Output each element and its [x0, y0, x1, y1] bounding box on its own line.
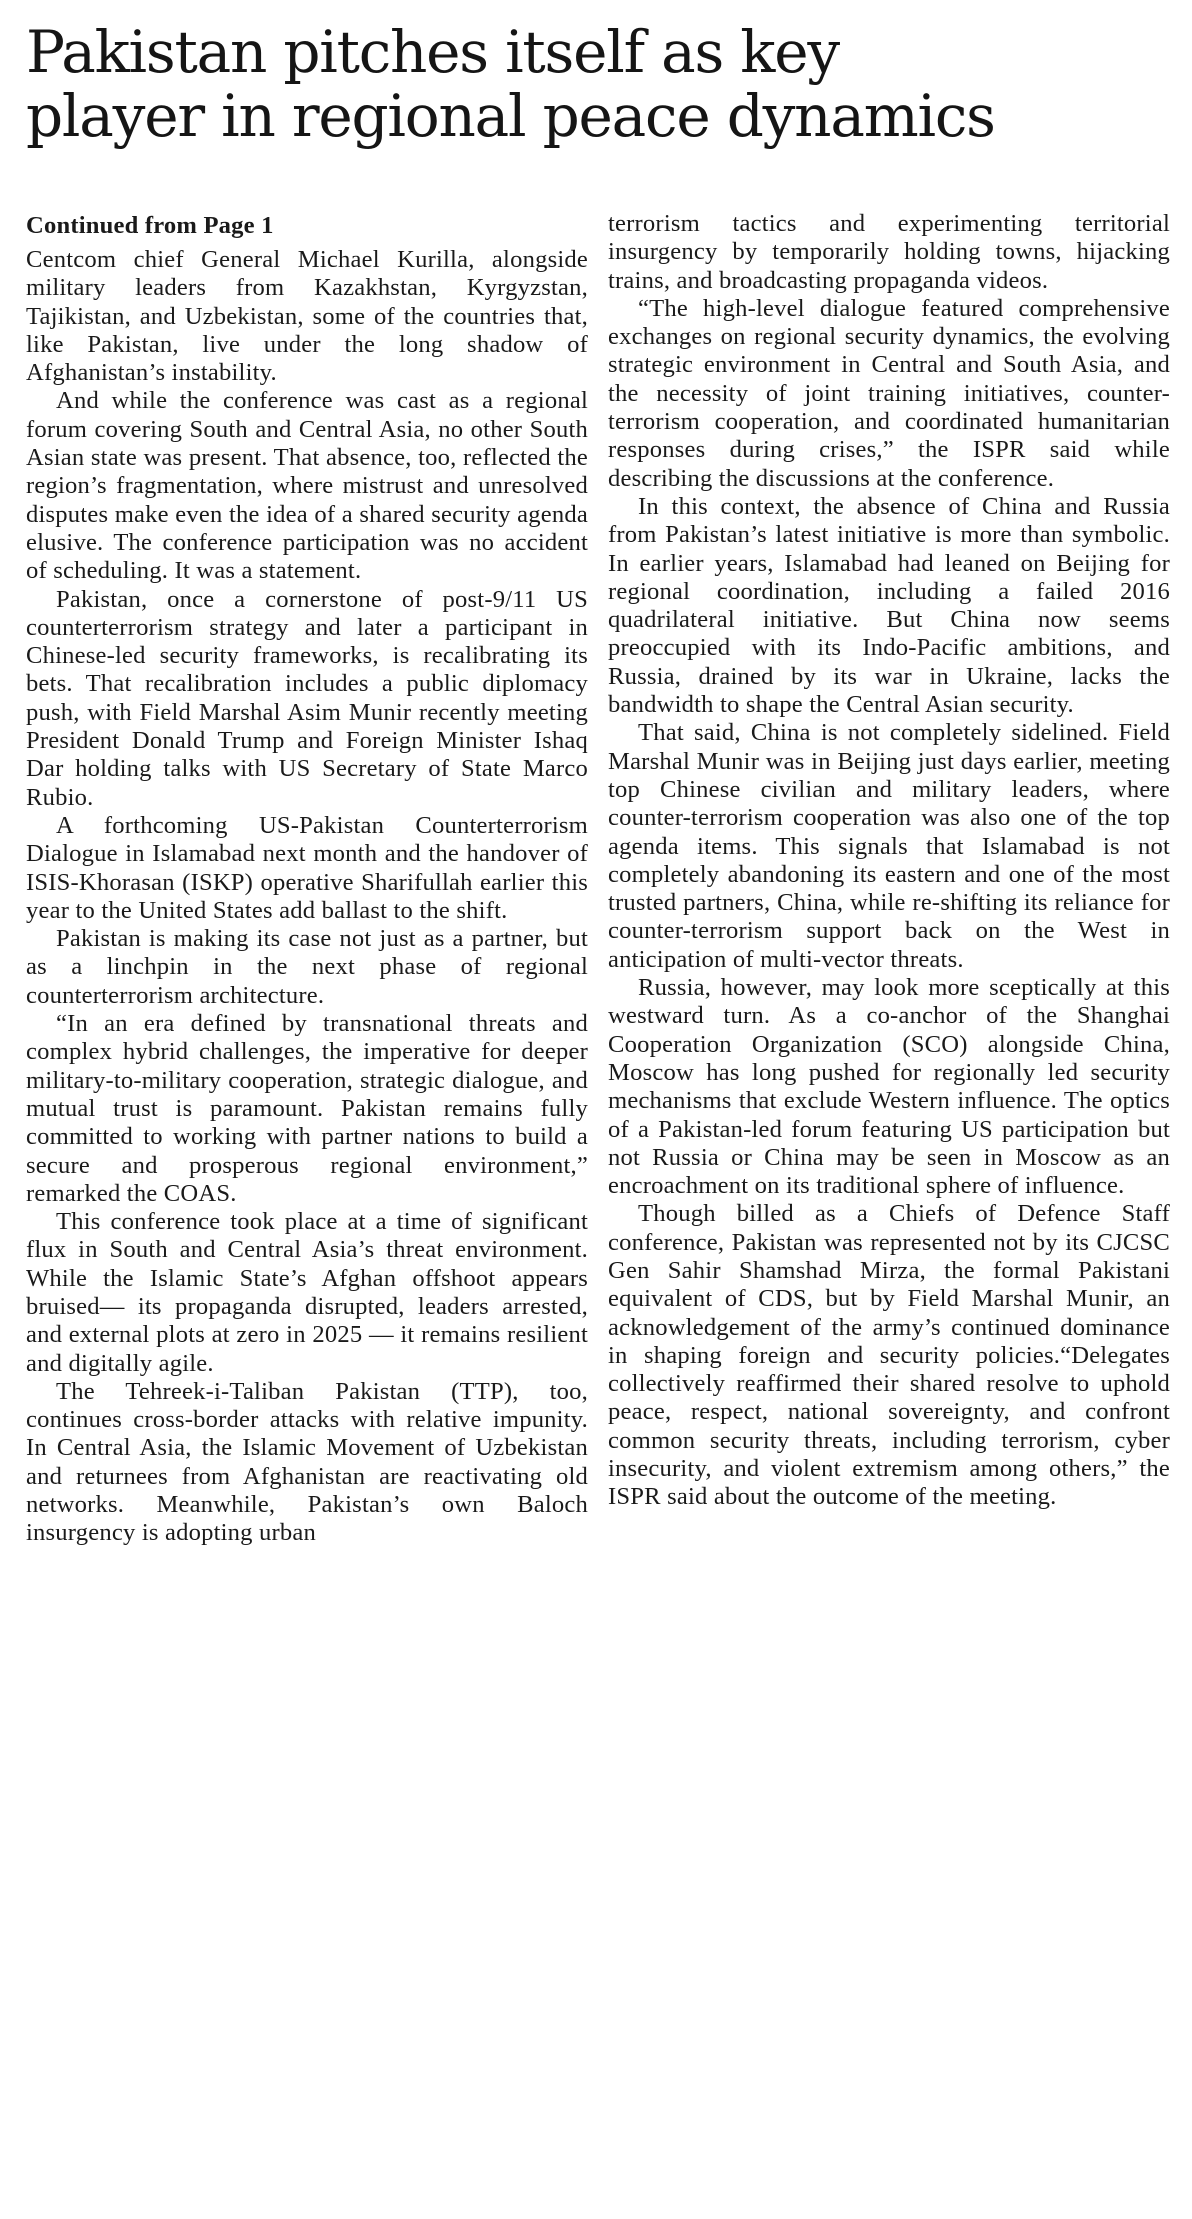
- paragraph: “In an era defined by transnational threats and complex hybrid challenges, the imperative for deeper military-to-military cooperation, strategic dialogue, and mutual trust is paramount. Pakistan remains fully committed to working with partner nations to build a secure and prosperous regional environment,” remarked the COAS.: [26, 1010, 588, 1207]
- paragraph: A forthcoming US-Pakistan Counterterrorism Dialogue in Islamabad next month and the handover of ISIS-Khorasan (ISKP) operative Sharifullah earlier this year to the United States add ballast to the shift.: [26, 811, 588, 924]
- paragraph: This conference took place at a time of significant flux in South and Central Asia’s threat environment. While the Islamic State’s Afghan offshoot appears bruised— its propaganda disrupted, leaders arrested, and external plots at zero in 2025 — it remains resilient and digitally agile.: [26, 1208, 588, 1377]
- paragraph: Pakistan, once a cornerstone of post-9/11 US counterterrorism strategy and later a participant in Chinese-led security frameworks, is recalibrating its bets. That recalibration includes a public diplomacy push, with Field Marshal Asim Munir recently meeting President Donald Trump and Foreign Minister Ishaq Dar holding talks with US Secretary of State Marco Rubio.: [26, 585, 588, 811]
- paragraph: Russia, however, may look more sceptically at this westward turn. As a co-anchor of the Shanghai Cooperation Organization (SCO) alongside China, Moscow has long pushed for regionally led security mechanisms that exclude Western influence. The optics of a Pakistan-led forum featuring US participation but not Russia or China may be seen in Moscow as an encroachment on its traditional sphere of influence.: [608, 974, 1170, 1200]
- paragraph: terrorism tactics and experimenting territorial insurgency by temporarily holding towns, hijacking trains, and broadcasting propaganda videos.: [608, 210, 1170, 294]
- paragraph: And while the conference was cast as a regional forum covering South and Central Asia, no other South Asian state was present. That absence, too, reflected the region’s fragmentation, where mistrust and unresolved disputes make even the idea of a shared security agenda elusive. The conference participation was no accident of scheduling. It was a statement.: [26, 387, 588, 585]
- continued-from-label: Continued from Page 1: [26, 212, 274, 239]
- paragraph: In this context, the absence of China and Russia from Pakistan’s latest initiative is more than symbolic. In earlier years, Islamabad had leaned on Beijing for regional coordination, including a failed 2016 quadrilateral initiative. But China now seems preoccupied with its Indo-Pacific ambitions, and Russia, drained by its war in Ukraine, lacks the bandwidth to shape the Central Asian security.: [608, 492, 1170, 719]
- paragraph: Though billed as a Chiefs of Defence Staff conference, Pakistan was represented not by its CJCSC Gen Sahir Shamshad Mirza, the formal Pakistani equivalent of CDS, but by Field Marshal Munir, an acknowledgement of the army’s continued dominance in shaping foreign and security policies.“Delegates collectively reaffirmed their shared resolve to uphold peace, respect, national sovereignty, and confront common security threats, including terrorism, cyber insecurity, and violent extremism among others,” the ISPR said about the outcome of the meeting.: [608, 1200, 1170, 1511]
- paragraph: That said, China is not completely sidelined. Field Marshal Munir was in Beijing just days earlier, meeting top Chinese civilian and military leaders, where counter-terrorism cooperation was also one of the top agenda items. This signals that Islamabad is not completely abandoning its eastern and one of the most trusted partners, China, while re-shifting its reliance for counter-terrorism support back on the West in anticipation of multi-vector threats.: [608, 719, 1170, 973]
- paragraph: The Tehreek-i-Taliban Pakistan (TTP), too, continues cross-border attacks with relative impunity. In Central Asia, the Islamic Movement of Uzbekistan and returnees from Afghanistan are reactivating old networks. Meanwhile, Pakistan’s own Baloch insurgency is adopting urban: [26, 1377, 588, 1547]
- paragraph: Centcom chief General Michael Kurilla, alongside military leaders from Kazakhstan, Kyrgyzstan, Tajikistan, and Uzbekistan, some of the countries that, like Pakistan, live under the long shadow of Afghanistan’s instability.: [26, 246, 588, 387]
- article-column-1: [26, 210, 588, 1548]
- article-column-2: [608, 210, 1170, 1548]
- paragraph: Pakistan is making its case not just as a partner, but as a linchpin in the next phase of regional counterterrorism architecture.: [26, 925, 588, 1009]
- article-headline: Pakistan pitches itself as key player in regional peace dynamics: [26, 18, 995, 150]
- article-body: [26, 210, 1170, 1548]
- paragraph: “The high-level dialogue featured comprehensive exchanges on regional security dynamics, the evolving strategic environment in Central and South Asia, and the necessity of joint training initiatives, counter-terrorism cooperation, and coordinated humanitarian responses during crises,” the ISPR said while describing the discussions at the conference.: [608, 294, 1170, 492]
